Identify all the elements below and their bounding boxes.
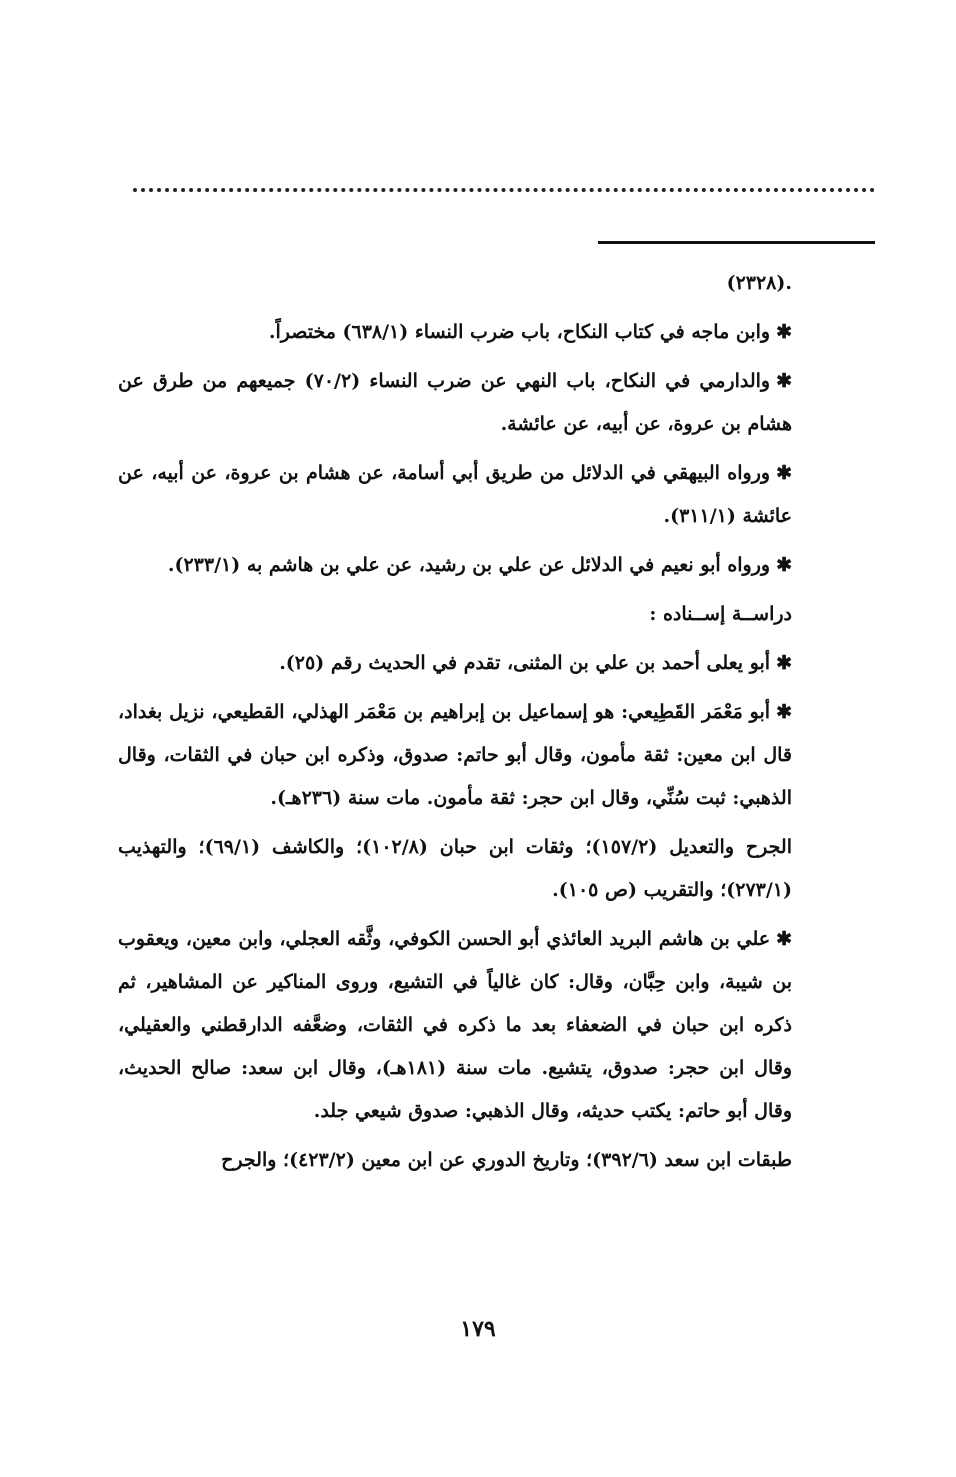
footnote-rule xyxy=(598,241,875,244)
footnote-item xyxy=(118,452,792,538)
study-text: أبو مَعْمَر القَطِيعي: هو إسماعيل بن إبراهيم بن مَعْمَر الهذلي، القطيعي، نزيل بغداد، قال ابن معين: ثقة مأمون، وقال أبو حاتم: صدوق، وذكره ابن حبان في الثقات، وقال الذهبي: ثبت سُنِّي، وقال ابن حجر: ثقة مأمون. مات سنة (٢٣٦هـ). xyxy=(118,701,792,809)
footnote-item xyxy=(118,311,792,354)
page-number: ١٧٩ xyxy=(460,1316,496,1342)
footnote-line: .(٢٣٢٨) xyxy=(726,272,792,294)
bullet-icon: ✱ xyxy=(776,370,792,392)
bullet-icon: ✱ xyxy=(776,554,792,576)
footnote-item xyxy=(118,544,792,587)
footnote-text: والدارمي في النكاح، باب النهي عن ضرب النساء (٧٠/٢) جميعهم من طرق عن هشام بن عروة، عن أبيه، عن عائشة. xyxy=(118,370,792,435)
study-text: علي بن هاشم البريد العائذي أبو الحسن الكوفي، وثَّقه العجلي، وابن معين، ويعقوب بن شيبة، وابن حِبَّان، وقال: كان غالياً في التشيع، وروى المناكير عن المشاهير، ثم ذكره ابن حبان في الضعفاء بعد ما ذكره في الثقات، وضعَّفه الدارقطني والعقيلي، وقال ابن حجر: صدوق، يتشيع. مات سنة (١٨١هـ)، وقال ابن سعد: صالح الحديث، وقال أبو حاتم: يكتب حديثه، وقال الذهبي: صدوق شيعي جلد. xyxy=(118,928,792,1122)
footnote-text: ورواه أبو نعيم في الدلائل عن علي بن رشيد، عن علي بن هاشم به (٢٣٣/١). xyxy=(167,554,771,576)
bullet-icon: ✱ xyxy=(776,652,792,674)
study-item xyxy=(118,642,792,685)
bullet-icon: ✱ xyxy=(776,701,792,723)
bullet-icon: ✱ xyxy=(776,462,792,484)
references-line: الجرح والتعديل (١٥٧/٢)؛ وثقات ابن حبان (١٠٢/٨)؛ والكاشف (٦٩/١)؛ والتهذيب (٢٧٣/١)؛ والتقريب (ص ١٠٥). xyxy=(118,836,792,901)
bullet-icon: ✱ xyxy=(776,321,792,343)
study-item xyxy=(118,691,792,820)
dotted-separator xyxy=(133,188,875,192)
study-item xyxy=(118,918,792,1133)
footnote-text: وابن ماجه في كتاب النكاح، باب ضرب النساء (٦٣٨/١) مختصراً. xyxy=(268,321,771,343)
study-heading: دراســة إســناده : xyxy=(649,603,792,625)
footnote-item xyxy=(118,360,792,446)
bullet-icon: ✱ xyxy=(776,928,792,950)
footnotes xyxy=(118,262,792,1188)
references-line: طبقات ابن سعد (٣٩٢/٦)؛ وتاريخ الدوري عن ابن معين (٤٢٣/٢)؛ والجرح xyxy=(221,1149,792,1171)
footnote-text: ورواه البيهقي في الدلائل من طريق أبي أسامة، عن هشام بن عروة، عن أبيه، عن عائشة (٣١١/١). xyxy=(118,462,792,527)
study-text: أبو يعلى أحمد بن علي بن المثنى، تقدم في الحديث رقم (٢٥). xyxy=(279,652,771,674)
